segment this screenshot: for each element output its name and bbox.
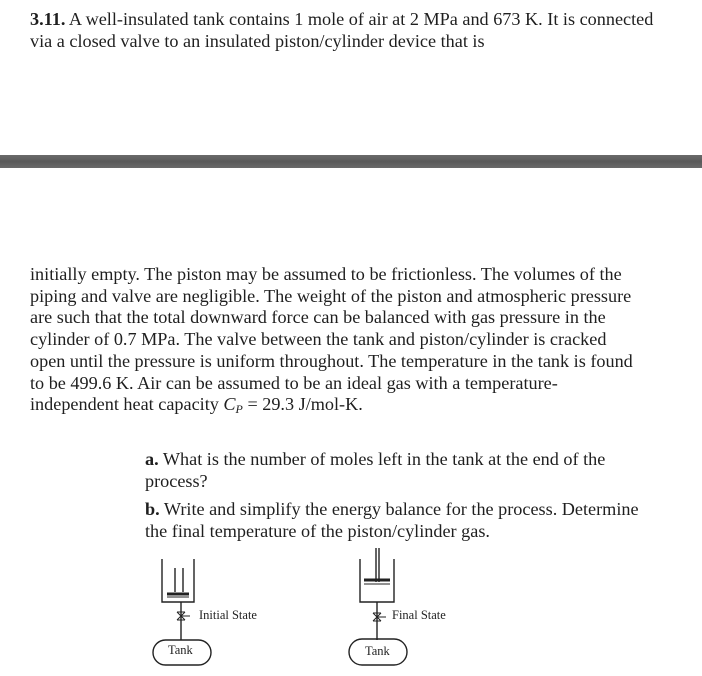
process-figure <box>0 540 702 676</box>
figure-drawing <box>0 540 702 676</box>
question-b <box>145 499 665 542</box>
initial-cylinder <box>162 559 194 602</box>
question-b-label: b. <box>145 499 160 519</box>
question-a-label: a. <box>145 449 159 469</box>
question-a-text: What is the number of moles left in the tank at the end of the process? <box>145 449 606 491</box>
problem-continued <box>30 264 640 421</box>
separator-band <box>0 155 702 168</box>
final-valve-icon <box>373 602 386 640</box>
question-b-text: Write and simplify the energy balance for the process. Determine the final temperature of the piston/cylinder gas. <box>145 499 639 541</box>
cp-symbol: C <box>223 394 236 415</box>
cp-subscript: P <box>235 402 243 417</box>
initial-state-label: Initial State <box>199 608 257 622</box>
final-cylinder <box>360 548 394 602</box>
final-state-label: Final State <box>392 608 446 622</box>
problem-number: 3.11. <box>30 9 66 29</box>
initial-tank-label: Tank <box>168 643 193 657</box>
problem-bottom-text-1: initially empty. The piston may be assumed to be frictionless. The volumes of the piping and valve are negligible. The weight of the piston and atmospheric pressure are such that the total downward force can be balanced with gas pressure in the cylinder of 0.7 MPa. The valve between the tank and piston/cylinder is cracked open until the pressure is uniform throughout. The temperature in the tank is found to be 499.6 K. Air can be assumed to be an ideal gas with a temperature-independent heat capacity <box>30 264 633 415</box>
initial-valve-icon <box>177 602 190 640</box>
problem-intro <box>30 9 670 52</box>
final-tank-label: Tank <box>365 644 390 658</box>
problem-top-text: A well-insulated tank contains 1 mole of air at 2 MPa and 673 K. It is connected via a closed valve to an insulated piston/cylinder device that is <box>30 9 654 51</box>
question-a <box>145 449 665 492</box>
problem-bottom-text-2: = 29.3 J/mol-K. <box>242 394 363 415</box>
